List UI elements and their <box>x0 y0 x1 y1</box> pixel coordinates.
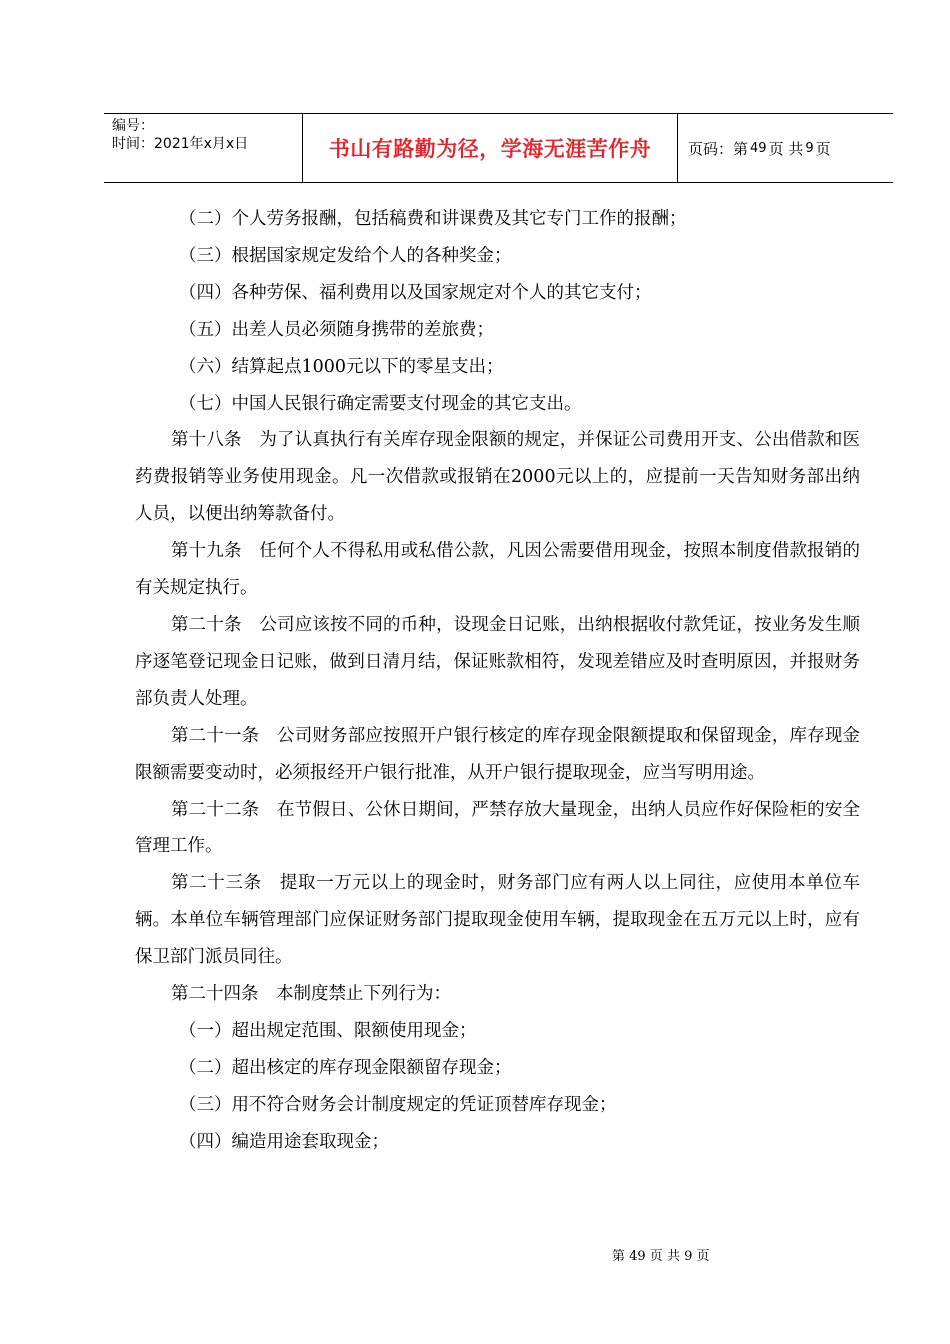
list-item: （一）超出规定范围、限额使用现金； <box>179 1020 477 1041</box>
list-item: （五）出差人员必须随身携带的差旅费； <box>179 319 494 340</box>
document-number: 编号： <box>112 118 154 134</box>
header-meta <box>104 114 303 182</box>
page-label-suffix: 页 <box>815 139 831 158</box>
list-item: （二）超出核定的库存现金限额留存现金； <box>179 1057 512 1078</box>
page-label-prefix: 页码：第 <box>688 139 749 158</box>
list-item: （二）个人劳务报酬，包括稿费和讲课费及其它专门工作的报酬； <box>179 209 687 229</box>
article-paragraph: 第二十四条 本制度禁止下列行为： <box>171 984 451 1005</box>
list-item: （三）根据国家规定发给个人的各种奖金； <box>179 245 512 266</box>
document-time: 时间：2021年x月x日 <box>112 136 249 152</box>
page-footer: 第 49 页 共 9 页 <box>612 1249 710 1264</box>
article-paragraph: 第十八条 为了认真执行有关库存现金限额的规定，并保证公司费用开支、公出借款和医药费报销等业务使用现金。凡一次借款或报销在2000元以上的，应提前一天告知财务部出纳人员，以便出纳筹款备付。 <box>135 430 860 525</box>
header-page-number <box>678 114 893 182</box>
document-body <box>135 201 860 1161</box>
list-item: （四）各种劳保、福利费用以及国家规定对个人的其它支付； <box>179 282 652 303</box>
header-motto: 书山有路勤为径，学海无涯苦作舟 <box>303 114 678 182</box>
article-paragraph: 第二十一条 公司财务部应按照开户银行核定的库存现金限额提取和保留现金，库存现金限额需要变动时，必须报经开户银行批准，从开户银行提取现金，应当写明用途。 <box>135 725 860 783</box>
article-paragraph: 第十九条 任何个人不得私用或私借公款，凡因公需要借用现金，按照本制度借款报销的有关规定执行。 <box>135 541 860 599</box>
list-item: （七）中国人民银行确定需要支付现金的其它支出。 <box>179 393 582 414</box>
page-header <box>104 113 893 183</box>
page-total: 9 <box>805 140 814 156</box>
article-paragraph: 第二十条 公司应该按不同的币种，设现金日记账，出纳根据收付款凭证，按业务发生顺序逐笔登记现金日记账，做到日清月结，保证账款相符，发现差错应及时查明原因，并报财务部负责人处理。 <box>135 614 860 709</box>
page-current: 49 <box>750 140 767 156</box>
page-label-mid: 页 共 <box>768 139 804 158</box>
article-paragraph: 第二十二条 在节假日、公休日期间，严禁存放大量现金，出纳人员应作好保险柜的安全管理工作。 <box>135 799 860 857</box>
list-item: （三）用不符合财务会计制度规定的凭证顶替库存现金； <box>179 1094 617 1115</box>
list-item: （四）编造用途套取现金； <box>179 1131 389 1152</box>
article-paragraph: 第二十三条 提取一万元以上的现金时，财务部门应有两人以上同往，应使用本单位车辆。本单位车辆管理部门应保证财务部门提取现金使用车辆，提取现金在五万元以上时，应有保卫部门派员同往。 <box>135 873 860 968</box>
list-item: （六）结算起点1000元以下的零星支出； <box>179 356 504 377</box>
